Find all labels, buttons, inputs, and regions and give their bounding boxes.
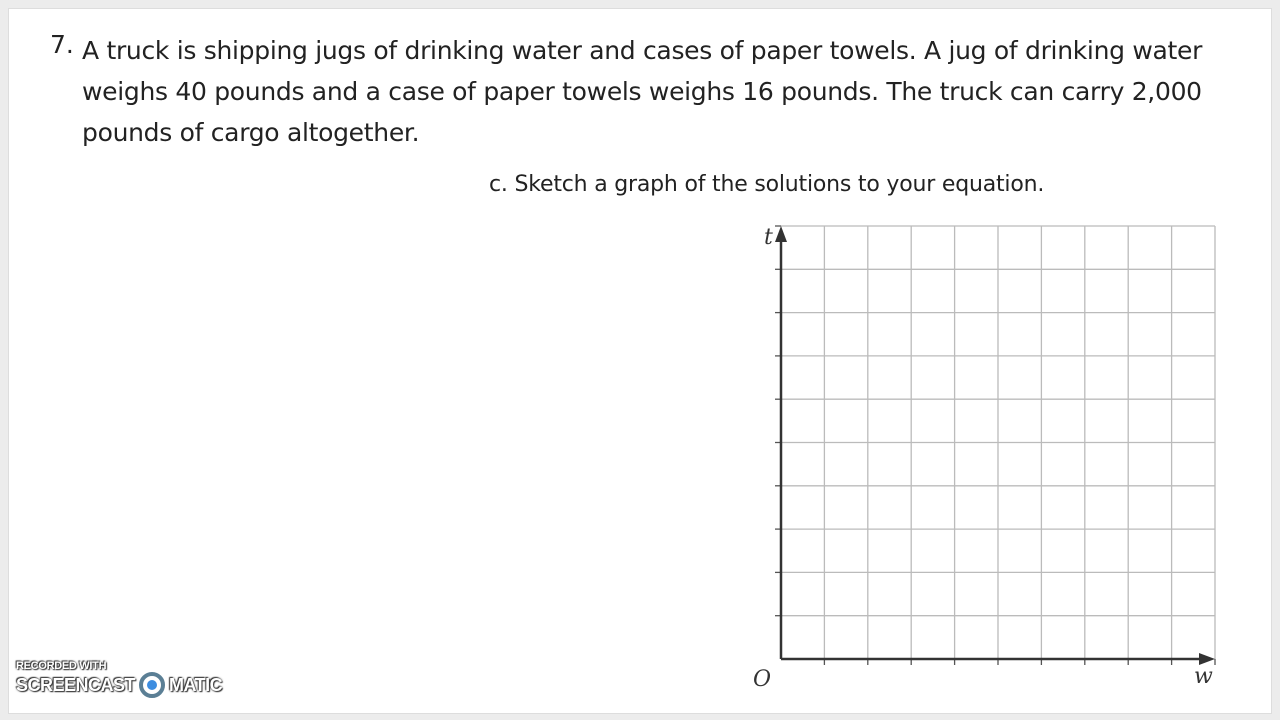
watermark-brand-left: SCREENCAST (16, 674, 136, 695)
question-number: 7. (50, 30, 74, 59)
y-axis-arrow (775, 226, 787, 242)
question-text: A truck is shipping jugs of drinking water and cases of paper towels. A jug of drinking water weighs 40 pounds and a case of paper towels weighs 16 pounds. The truck can carry 2,000 pounds of cargo altogether. (82, 36, 1203, 147)
watermark-line1: RECORDED WITH (16, 660, 107, 672)
origin-label: O (753, 667, 772, 692)
x-axis-label: w (1194, 664, 1213, 689)
record-logo-icon (139, 672, 165, 698)
screencast-watermark (16, 660, 222, 698)
watermark-brand-right: MATIC (169, 674, 223, 695)
question-part-c: c. Sketch a graph of the solutions to your equation. (489, 172, 1045, 197)
grid-lines (775, 226, 1215, 665)
y-axis-label: t (764, 225, 773, 250)
